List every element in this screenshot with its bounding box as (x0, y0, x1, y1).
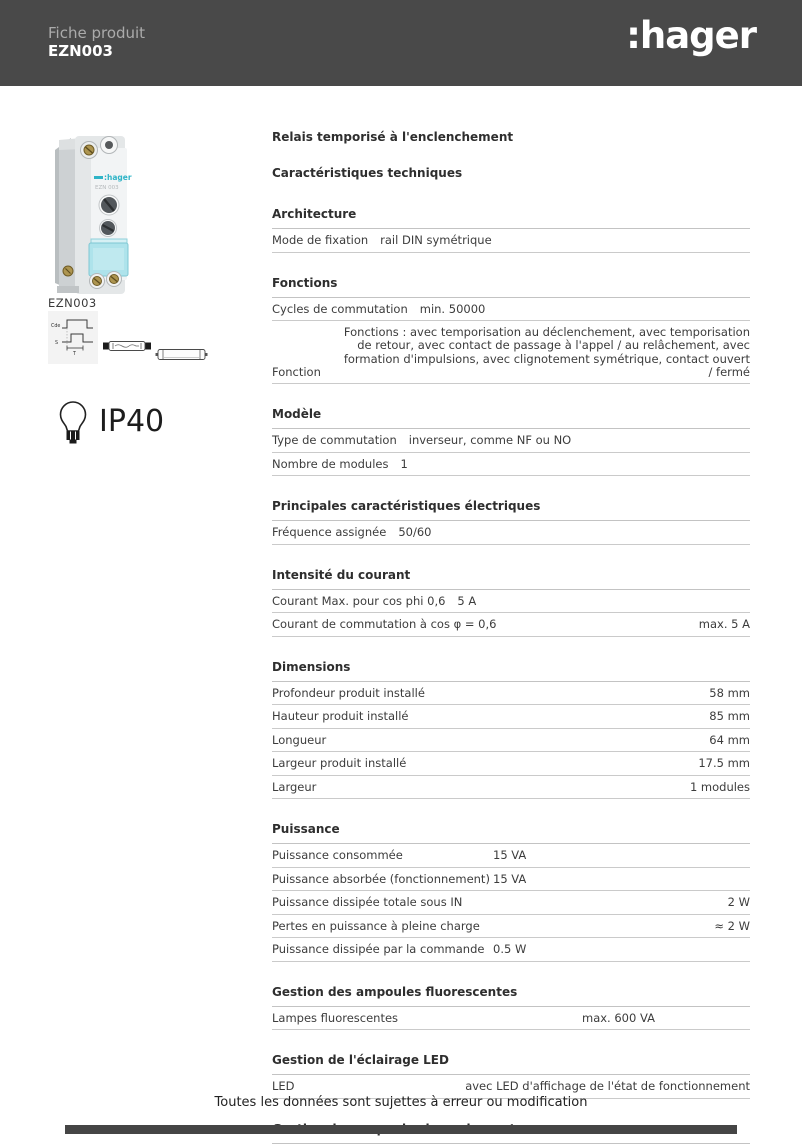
spec-row (272, 682, 750, 706)
spec-section (272, 276, 750, 385)
fluorescent-tube-icon (155, 347, 208, 362)
product-title: Relais temporisé à l'enclenchement (272, 130, 514, 144)
section-title: Puissance (272, 822, 750, 844)
spec-value: 1 (400, 456, 408, 471)
spec-row (272, 868, 750, 892)
spec-value: 2 W (727, 895, 750, 910)
spec-row (272, 229, 750, 253)
spec-value: 58 mm (709, 685, 750, 700)
section-title: Fonctions (272, 276, 750, 298)
halogen-lamp-icon (103, 338, 151, 354)
spec-label: Fonction (272, 364, 321, 379)
doc-type-label: Fiche produit (48, 24, 146, 42)
spec-row (272, 298, 750, 322)
spec-row (272, 1007, 750, 1031)
spec-label: LED (272, 1079, 295, 1094)
spec-label: Courant de commutation à cos φ = 0,6 (272, 617, 497, 632)
timing-diagram-icon (50, 314, 96, 358)
ip-rating-value: IP40 (99, 404, 165, 439)
spec-row (272, 938, 750, 962)
spec-section (272, 207, 750, 253)
spec-value: 15 VA (493, 848, 527, 863)
hager-logo: :hager (626, 14, 756, 57)
spec-value: max. 600 VA (582, 1010, 655, 1025)
svg-text::hager: :hager (104, 173, 132, 182)
spec-value: Fonctions : avec temporisation au déclenchement, avec temporisation de retour, avec contact de passage à l'appel / au relâchement, avec formation d'impulsions, avec clignotement symétrique, contact ouvert / fermé (343, 325, 750, 379)
bulb-icon (56, 399, 90, 449)
spec-label: Largeur (272, 779, 317, 794)
section-title: Architecture (272, 207, 750, 229)
spec-row (272, 521, 750, 545)
spec-row (272, 613, 750, 637)
spec-label: Lampes fluorescentes (272, 1010, 399, 1025)
spec-row (272, 891, 750, 915)
section-title: Dimensions (272, 660, 750, 682)
spec-row (272, 729, 750, 753)
spec-label: Profondeur produit installé (272, 685, 425, 700)
product-photo (45, 128, 145, 298)
spec-row (272, 776, 750, 800)
spec-value: inverseur, comme NF ou NO (408, 433, 572, 448)
spec-label: Fréquence assignée (272, 525, 387, 540)
spec-value: min. 50000 (419, 301, 486, 316)
spec-row (272, 752, 750, 776)
svg-text:Cde: Cde (51, 324, 61, 329)
spec-row (272, 915, 750, 939)
spec-value: 50/60 (398, 525, 432, 540)
spec-row (272, 321, 750, 384)
section-title: Gestion de l'éclairage LED (272, 1053, 750, 1075)
spec-label: Courant Max. pour cos phi 0,6 (272, 593, 446, 608)
spec-row (272, 844, 750, 868)
spec-label: Nombre de modules (272, 456, 389, 471)
spec-row (272, 705, 750, 729)
spec-value: 17.5 mm (698, 756, 750, 771)
product-photo-caption: EZN003 (48, 296, 97, 310)
spec-section (272, 499, 750, 545)
section-title: Principales caractéristiques électriques (272, 499, 750, 521)
spec-row (272, 429, 750, 453)
section-title: Intensité du courant (272, 568, 750, 590)
spec-section (272, 568, 750, 637)
header-bar (0, 0, 802, 86)
svg-text:S: S (55, 341, 59, 346)
spec-section (272, 985, 750, 1031)
spec-value: avec LED d'affichage de l'état de fonctionnement (465, 1079, 750, 1094)
spec-value: 5 A (457, 593, 477, 608)
section-title: Modèle (272, 407, 750, 429)
spec-column (272, 130, 750, 1144)
spec-value: 15 VA (493, 871, 527, 886)
spec-value: 64 mm (709, 732, 750, 747)
header-product-code: EZN003 (48, 42, 113, 60)
spec-label: Puissance absorbée (fonctionnement) (272, 871, 490, 886)
section-title: Gestion des ampoules fluorescentes (272, 985, 750, 1007)
spec-section (272, 1053, 750, 1099)
spec-value: 1 modules (689, 779, 750, 794)
spec-label: Type de commutation (272, 433, 397, 448)
svg-text:T: T (73, 352, 76, 357)
spec-sections (272, 207, 750, 1144)
spec-label: Mode de fixation (272, 233, 369, 247)
tech-characteristics-title: Caractéristiques techniques (272, 166, 463, 180)
spec-section (272, 660, 750, 800)
spec-label: Puissance dissipée par la commande (272, 942, 485, 957)
spec-row (272, 590, 750, 614)
spec-label: Hauteur produit installé (272, 709, 409, 724)
spec-label: Longueur (272, 732, 327, 747)
spec-label: Puissance consommée (272, 848, 403, 863)
spec-section (272, 822, 750, 962)
svg-text:EZN 003: EZN 003 (95, 185, 119, 191)
spec-value: 85 mm (709, 709, 750, 724)
spec-label: Puissance dissipée totale sous IN (272, 895, 463, 910)
spec-value: ≈ 2 W (714, 918, 750, 933)
spec-label: Cycles de commutation (272, 301, 408, 316)
footer-disclaimer: Toutes les données sont sujettes à erreur ou modification (214, 1095, 588, 1110)
spec-value: rail DIN symétrique (380, 233, 492, 247)
spec-value: max. 5 A (698, 617, 750, 632)
spec-row (272, 453, 750, 477)
spec-section (272, 407, 750, 476)
spec-label: Largeur produit installé (272, 756, 407, 771)
spec-value: 0.5 W (493, 942, 527, 957)
spec-label: Pertes en puissance à pleine charge (272, 918, 480, 933)
page-bottom-bar (65, 1125, 737, 1134)
